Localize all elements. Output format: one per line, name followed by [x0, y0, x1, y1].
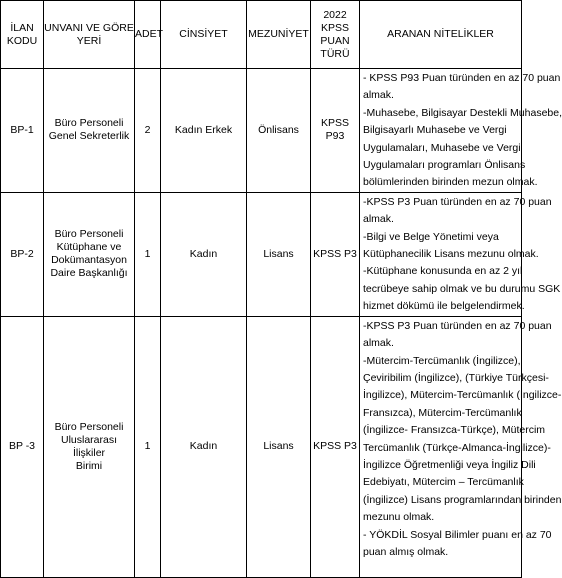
row-code: BP-1 [1, 69, 44, 193]
cell-text-line: almak. [363, 337, 394, 350]
cell-text-line: -Bilgi ve Belge Yönetimi veya [363, 230, 499, 243]
cell-text-line: Uygulamaları programları Önlisans [363, 159, 526, 172]
header-title [44, 1, 135, 69]
cell-text-line: puan almış olmak. [363, 545, 449, 558]
cell-text-line: İngilizce), Mütercim-Tercümanlık (İngilizce- [363, 389, 562, 402]
cell-text-line: -KPSS P3 Puan türünden en az 70 puan [363, 195, 552, 208]
cell-text-line: (İngilizce- Fransızca-Türkçe), Mütercim [363, 424, 546, 437]
cell-text-line: ADET [135, 28, 164, 40]
cell-text-line: Fransızca), Mütercim-Tercümanlık [363, 406, 522, 419]
cell-text-line: bölümlerinden birinden mezun olmak. [363, 176, 538, 189]
cell-text-line: -Muhasebe, Bilgisayar Destekli Muhasebe, [363, 106, 562, 119]
cell-text-line: Birimi [75, 459, 103, 472]
cell-text-line: CİNSİYET [179, 28, 228, 40]
cell-text-line: Daire Başkanlığı [50, 267, 128, 280]
cell-text-line: Bilgisayarlı Muhasebe ve Vergi [363, 124, 507, 137]
cell-text-line: - YÖKDİL Sosyal Bilimler puanı en az 70 [363, 528, 552, 541]
cell-text-line: YERİ [76, 34, 102, 47]
cell-text-line: 2022 [323, 8, 347, 21]
row-degree: Lisans [247, 316, 311, 577]
cell-text-line: tecrübeye sahip olmak ve bu durumu SGK [363, 282, 561, 295]
row-degree: Önlisans [247, 69, 311, 193]
table-row [1, 69, 522, 193]
cell-text-line: TÜRÜ [320, 47, 350, 60]
cell-text-line: -KPSS P3 Puan türünden en az 70 puan [363, 319, 552, 332]
row-title [44, 192, 135, 316]
header-gender [161, 1, 247, 69]
row-gender: Kadın Erkek [161, 69, 247, 193]
header-code [1, 1, 44, 69]
row-gender: Kadın [161, 192, 247, 316]
header-requirements [360, 1, 522, 69]
cell-text-line: Tercümanlık (Türkçe-Almanca-İngilizce)- [363, 441, 551, 454]
cell-text-line: Büro Personeli [54, 228, 124, 241]
cell-text-line: KPSS [320, 21, 349, 34]
row-requirements [360, 69, 562, 193]
cell-text-line: KPSS [320, 117, 349, 130]
row-gender: Kadın [161, 316, 247, 577]
cell-text-line: - KPSS P93 Puan türünden en az 70 puan [363, 72, 561, 84]
cell-text-line: Uluslararası İlişkiler [60, 433, 118, 459]
cell-text-line: KODU [6, 34, 38, 47]
cell-text-line: KPSS P3 [313, 247, 357, 260]
cell-text-line: ARANAN NİTELİKLER [387, 28, 494, 40]
cell-text-line: İngilizce Öğretmenliği veya İngiliz Dili [363, 458, 536, 471]
cell-text-line: MEZUNİYET [248, 28, 309, 40]
cell-text-line: (İngilizce) Lisans programlarından birinden [363, 493, 562, 506]
row-kpss [311, 192, 360, 316]
cell-text-line: KPSS P3 [313, 440, 357, 453]
cell-text-line: Büro Personeli [54, 420, 124, 433]
cell-text-line: almak. [363, 213, 394, 226]
row-count: 1 [135, 316, 161, 577]
row-kpss [311, 316, 360, 577]
row-count: 1 [135, 192, 161, 316]
cell-text-line: mezunu olmak. [363, 511, 435, 524]
row-code: BP -3 [1, 316, 44, 577]
cell-text-line: Kütüphanecilik Lisans mezunu olmak. [363, 248, 539, 261]
cell-text-line: Dokümantasyon [51, 254, 127, 267]
cell-text-line: Çeviribilim (İngilizce), (Türkiye Türkçesi- [363, 371, 549, 384]
header-degree [247, 1, 311, 69]
row-title [44, 316, 135, 577]
cell-text-line: PUAN [320, 34, 350, 47]
cell-text-line: almak. [363, 89, 394, 102]
cell-text-line: Kütüphane ve [56, 241, 122, 254]
cell-text-line: İLAN [10, 21, 34, 34]
row-code: BP-2 [1, 192, 44, 316]
row-requirements [360, 192, 561, 316]
cell-text-line: Genel Sekreterlik [48, 130, 130, 143]
row-requirements [360, 316, 562, 577]
row-count: 2 [135, 69, 161, 193]
table-row [1, 316, 522, 577]
header-kpss [311, 1, 360, 69]
header-row [1, 1, 522, 69]
cell-text-line: -Mütercim-Tercümanlık (İngilizce), [363, 354, 521, 367]
table-row [1, 192, 522, 316]
header-count [135, 1, 164, 69]
cell-text-line: Edebiyatı, Mütercim – Tercümanlık [363, 476, 524, 489]
row-degree: Lisans [247, 192, 311, 316]
cell-text-line: Uygulamaları, Muhasebe ve Vergi [363, 141, 521, 154]
cell-text-line: hizmet dökümü ile belgelendirmek. [363, 300, 525, 313]
row-kpss [311, 69, 360, 193]
cell-text-line: UNVANI VE GÖRE [44, 21, 134, 34]
cell-text-line: -Kütüphane konusunda en az 2 yıl [363, 265, 523, 278]
row-title [44, 69, 135, 193]
cell-text-line: Büro Personeli [54, 117, 124, 130]
cell-text-line: P93 [325, 130, 345, 143]
